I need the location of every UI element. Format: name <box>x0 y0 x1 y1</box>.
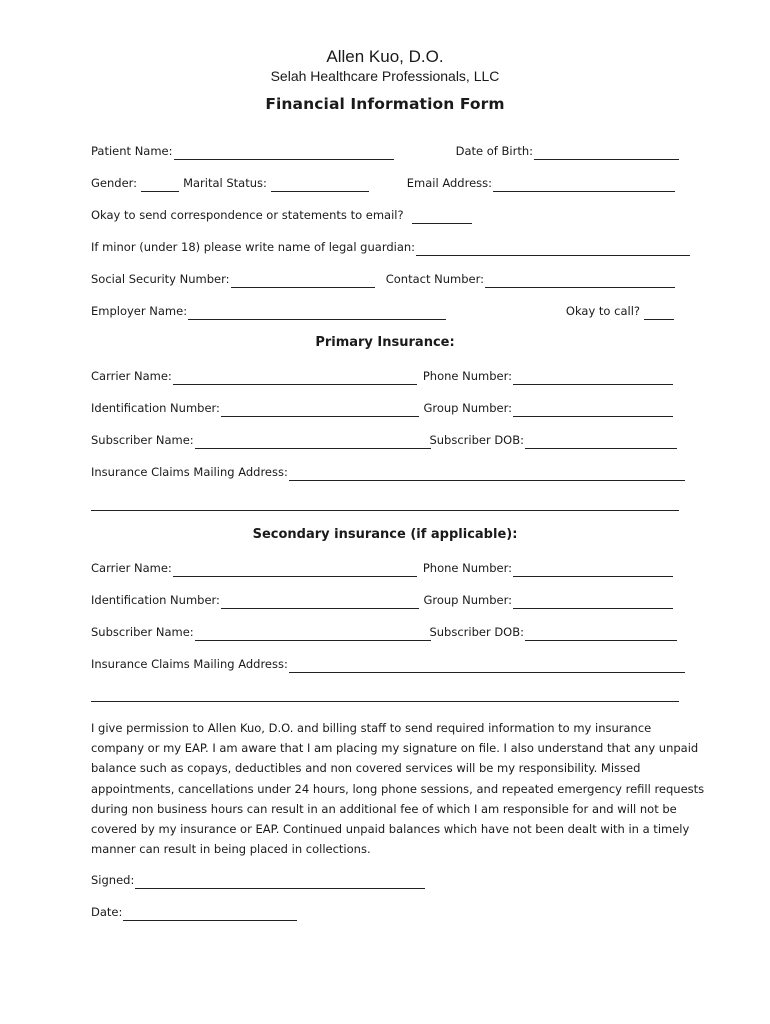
marital-status-label: Marital Status: <box>183 176 267 190</box>
ssn-row <box>91 270 679 290</box>
secondary-subscriber-dob-field[interactable] <box>525 628 677 641</box>
consent-line: company or my EAP. I am aware that I am placing my signature on file. I also understand that any unpaid <box>91 741 699 756</box>
patient-name-label: Patient Name: <box>91 144 173 158</box>
okay-email-row <box>91 206 679 226</box>
secondary-group-number-field[interactable] <box>513 596 673 609</box>
consent-line: during non business hours can result in an additional fee of which I am responsible for and will not be <box>91 801 677 816</box>
marital-status-field[interactable] <box>271 179 369 192</box>
date-label: Date: <box>91 905 123 919</box>
secondary-subscriber-dob-label: Subscriber DOB: <box>429 625 524 639</box>
signed-label: Signed: <box>91 873 135 887</box>
consent-paragraph <box>91 718 705 859</box>
secondary-identification-row <box>91 591 679 611</box>
primary-subscriber-dob-field[interactable] <box>525 436 677 449</box>
gender-label: Gender: <box>91 176 138 190</box>
form-title: Financial Information Form <box>265 95 505 113</box>
primary-insurance-heading: Primary Insurance: <box>315 335 455 350</box>
secondary-subscriber-row <box>91 623 679 643</box>
primary-group-number-label: Group Number: <box>423 401 512 415</box>
minor-guardian-field[interactable] <box>416 243 690 256</box>
secondary-mailing-address-field[interactable] <box>289 660 685 673</box>
okay-call-label: Okay to call? <box>565 304 640 318</box>
secondary-phone-number-field[interactable] <box>513 564 673 577</box>
secondary-carrier-name-label: Carrier Name: <box>91 561 172 575</box>
secondary-mailing-address-label: Insurance Claims Mailing Address: <box>91 657 288 671</box>
secondary-mailing-address-row <box>91 655 679 675</box>
date-row <box>91 903 679 923</box>
consent-line: covered by my insurance or EAP. Continued unpaid balances which have not been dealt with in a timely <box>91 821 690 836</box>
minor-guardian-label: If minor (under 18) please write name of legal guardian: <box>91 240 416 254</box>
primary-subscriber-row <box>91 431 679 451</box>
contact-number-field[interactable] <box>485 275 675 288</box>
okay-email-label: Okay to send correspondence or statements to email? <box>91 208 404 222</box>
secondary-subscriber-name-field[interactable] <box>195 628 431 641</box>
primary-group-number-field[interactable] <box>513 404 673 417</box>
primary-subscriber-dob-label: Subscriber DOB: <box>429 433 524 447</box>
primary-subscriber-name-field[interactable] <box>195 436 431 449</box>
okay-call-field[interactable] <box>644 307 674 320</box>
secondary-subscriber-name-label: Subscriber Name: <box>91 625 194 639</box>
minor-guardian-row <box>91 238 679 258</box>
patient-name-row <box>91 142 679 162</box>
secondary-carrier-name-field[interactable] <box>173 564 417 577</box>
date-of-birth-field[interactable] <box>534 147 679 160</box>
secondary-identification-number-field[interactable] <box>221 596 419 609</box>
primary-mailing-address-label: Insurance Claims Mailing Address: <box>91 465 288 479</box>
consent-line: balance such as copays, deductibles and non covered services will be my responsibility. Missed <box>91 761 641 776</box>
primary-mailing-address-line-2[interactable] <box>91 510 679 511</box>
email-address-field[interactable] <box>493 179 675 192</box>
employer-row <box>91 302 679 322</box>
ssn-label: Social Security Number: <box>91 272 230 286</box>
secondary-identification-number-label: Identification Number: <box>91 593 220 607</box>
okay-email-field[interactable] <box>412 211 472 224</box>
primary-identification-number-field[interactable] <box>221 404 419 417</box>
primary-carrier-name-field[interactable] <box>173 372 417 385</box>
employer-name-field[interactable] <box>188 307 446 320</box>
secondary-insurance-heading: Secondary insurance (if applicable): <box>252 527 518 542</box>
signed-row <box>91 871 679 891</box>
gender-field[interactable] <box>141 179 179 192</box>
company-name: Selah Healthcare Professionals, LLC <box>270 68 500 84</box>
employer-name-label: Employer Name: <box>91 304 188 318</box>
secondary-carrier-row <box>91 559 679 579</box>
email-address-label: Email Address: <box>406 176 492 190</box>
date-field[interactable] <box>123 908 297 921</box>
primary-phone-number-field[interactable] <box>513 372 673 385</box>
doctor-name: Allen Kuo, D.O. <box>326 47 444 66</box>
consent-line: appointments, cancellations under 24 hours, long phone sessions, and repeated emergency refill requests <box>91 781 705 796</box>
primary-subscriber-name-label: Subscriber Name: <box>91 433 194 447</box>
secondary-mailing-address-line-2[interactable] <box>91 701 679 702</box>
signature-field[interactable] <box>135 876 425 889</box>
contact-number-label: Contact Number: <box>385 272 484 286</box>
date-of-birth-label: Date of Birth: <box>455 144 533 158</box>
primary-identification-row <box>91 399 679 419</box>
primary-mailing-address-row <box>91 463 679 483</box>
consent-line: I give permission to Allen Kuo, D.O. and billing staff to send required information to my insurance <box>91 721 652 735</box>
primary-phone-number-label: Phone Number: <box>422 369 512 383</box>
secondary-group-number-label: Group Number: <box>423 593 512 607</box>
consent-line: manner can result in being placed in collections. <box>91 842 371 857</box>
primary-identification-number-label: Identification Number: <box>91 401 220 415</box>
ssn-field[interactable] <box>231 275 375 288</box>
primary-mailing-address-field[interactable] <box>289 468 685 481</box>
patient-name-field[interactable] <box>174 147 394 160</box>
primary-carrier-name-label: Carrier Name: <box>91 369 172 383</box>
secondary-phone-number-label: Phone Number: <box>422 561 512 575</box>
gender-row <box>91 174 679 194</box>
primary-carrier-row <box>91 367 679 387</box>
